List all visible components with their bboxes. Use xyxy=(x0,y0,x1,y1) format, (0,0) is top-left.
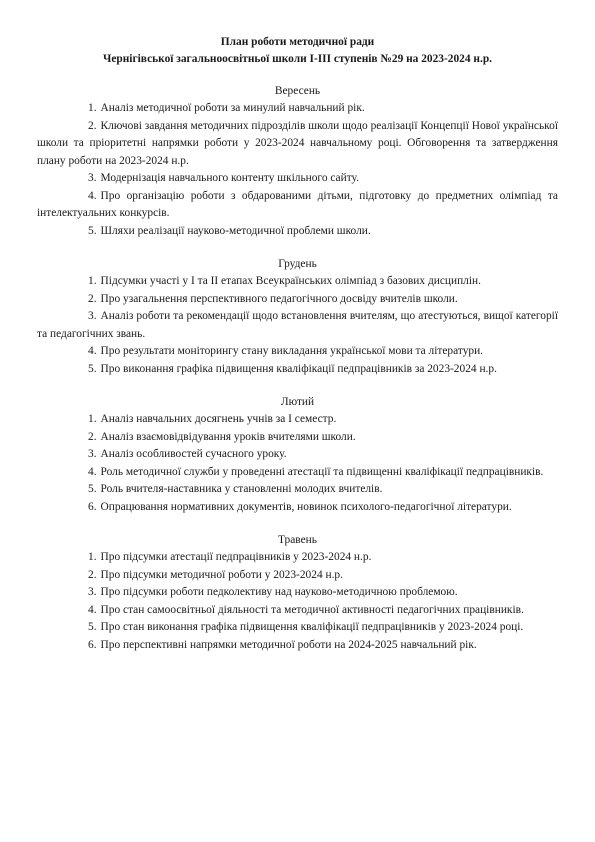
agenda-item xyxy=(37,637,558,655)
document-title-line-2: Чернігівської загальноосвітньої школи І-ІІІ ступенів №29 на 2023-2024 н.р. xyxy=(102,53,493,65)
agenda-item-number: 4. xyxy=(88,189,97,202)
agenda-item-number: 5. xyxy=(88,621,97,633)
spacer xyxy=(37,240,558,256)
agenda-item-number: 1. xyxy=(88,102,97,114)
agenda-item-number: 3. xyxy=(88,586,97,598)
agenda-item-text: Про стан виконання графіка підвищення кваліфікації педпрацівників у 2023-2024 році. xyxy=(100,621,524,633)
agenda-item xyxy=(37,429,558,447)
agenda-item xyxy=(37,308,558,343)
agenda-list xyxy=(37,100,558,240)
agenda-item xyxy=(37,584,558,602)
agenda-item-text: Аналіз особливостей сучасного уроку. xyxy=(100,448,287,460)
agenda-item-number: 2. xyxy=(88,568,97,581)
agenda-item xyxy=(37,100,558,118)
agenda-item xyxy=(37,481,558,499)
agenda-item-number: 1. xyxy=(88,551,97,563)
agenda-list xyxy=(37,549,558,654)
month-heading: Травень xyxy=(278,534,317,546)
agenda-item-number: 6. xyxy=(88,500,97,513)
document-header xyxy=(37,34,558,68)
agenda-item-number: 5. xyxy=(88,483,97,495)
agenda-item-number: 3. xyxy=(88,310,97,322)
agenda-item xyxy=(37,464,558,482)
spacer xyxy=(37,378,558,394)
agenda-item-number: 1. xyxy=(88,413,97,425)
agenda-item-text: Шляхи реалізації науково-методичної проблеми школи. xyxy=(100,224,371,237)
agenda-item xyxy=(37,446,558,464)
month-section xyxy=(37,532,558,654)
agenda-item xyxy=(37,188,558,223)
agenda-item xyxy=(37,411,558,429)
agenda-item-number: 5. xyxy=(88,224,97,237)
agenda-item-text: Про результати моніторингу стану викладання української мови та літератури. xyxy=(100,345,484,357)
sections-container xyxy=(37,83,558,654)
agenda-item xyxy=(37,549,558,567)
agenda-item-text: Модернізація навчального контенту шкільного сайту. xyxy=(100,172,359,184)
agenda-item-text: Аналіз методичної роботи за минулий навчальний рік. xyxy=(100,102,365,114)
agenda-item xyxy=(37,118,558,171)
agenda-item-text: Ключові завдання методичних підрозділів школи щодо реалізації Концепції Нової української школи та пріоритетні напрямки роботи у 2023-2024 навчальному році. Обговорення та затвердження плану роботи на 2023-2024 н.р. xyxy=(37,119,558,167)
agenda-item-number: 2. xyxy=(88,119,97,132)
agenda-item-text: Про виконання графіка підвищення кваліфікації педпрацівників за 2023-2024 н.р. xyxy=(100,362,497,375)
agenda-item-number: 2. xyxy=(88,292,97,305)
agenda-item xyxy=(37,602,558,620)
agenda-item-number: 3. xyxy=(88,448,97,460)
spacer xyxy=(37,516,558,532)
agenda-item-text: Роль методичної служби у проведенні атестації та підвищенні кваліфікації педпрацівників. xyxy=(100,465,544,478)
agenda-item-text: Про організацію роботи з обдарованими дітьми, підготовку до предметних олімпіад та інтелектуальних конкурсів. xyxy=(37,189,558,219)
month-section xyxy=(37,256,558,378)
agenda-list xyxy=(37,273,558,378)
agenda-item-text: Про підсумки атестації педпрацівників у 2023-2024 н.р. xyxy=(100,551,372,563)
agenda-item-text: Опрацювання нормативних документів, новинок психолого-педагогічної літератури. xyxy=(100,500,512,513)
agenda-item-text: Про стан самоосвітньої діяльності та методичної активності педагогічних працівників. xyxy=(100,603,524,616)
agenda-item-number: 2. xyxy=(88,430,97,443)
agenda-item-text: Аналіз роботи та рекомендації щодо встановлення вчителям, що атестуються, вищої категорії та педагогічних звань. xyxy=(37,310,558,340)
agenda-item-text: Про узагальнення перспективного педагогічного досвіду вчителів школи. xyxy=(100,292,458,305)
agenda-item-number: 4. xyxy=(88,345,97,357)
agenda-item-text: Про підсумки роботи педколективу над науково-методичною проблемою. xyxy=(100,586,458,598)
agenda-item xyxy=(37,343,558,361)
agenda-item xyxy=(37,361,558,379)
agenda-item-number: 6. xyxy=(88,638,97,651)
agenda-item-number: 1. xyxy=(88,275,97,287)
spacer xyxy=(88,68,558,83)
agenda-item-number: 5. xyxy=(88,362,97,375)
agenda-list xyxy=(37,411,558,516)
agenda-item-number: 3. xyxy=(88,172,97,184)
agenda-item-number: 4. xyxy=(88,603,97,616)
agenda-item xyxy=(37,170,558,188)
agenda-item xyxy=(37,499,558,517)
agenda-item-number: 4. xyxy=(88,465,97,478)
month-heading: Вересень xyxy=(274,85,321,97)
agenda-item xyxy=(37,223,558,241)
agenda-item xyxy=(37,291,558,309)
agenda-item xyxy=(37,567,558,585)
month-heading: Лютий xyxy=(280,396,315,408)
agenda-item-text: Аналіз навчальних досягнень учнів за І семестр. xyxy=(100,413,337,425)
agenda-item xyxy=(37,273,558,291)
month-section xyxy=(37,394,558,516)
agenda-item xyxy=(37,619,558,637)
document-title-line-1: План роботи методичної ради xyxy=(220,36,375,48)
agenda-item-text: Про перспективні напрямки методичної роботи на 2024-2025 навчальний рік. xyxy=(100,638,477,651)
agenda-item-text: Про підсумки методичної роботи у 2023-2024 н.р. xyxy=(100,568,343,581)
month-section xyxy=(37,83,558,240)
agenda-item-text: Роль вчителя-наставника у становленні молодих вчителів. xyxy=(100,483,383,495)
agenda-item-text: Аналіз взаємовідвідування уроків вчителями школи. xyxy=(100,430,356,443)
month-heading: Грудень xyxy=(278,258,317,270)
agenda-item-text: Підсумки участі у І та ІІ етапах Всеукраїнських олімпіад з базових дисциплін. xyxy=(100,275,481,287)
